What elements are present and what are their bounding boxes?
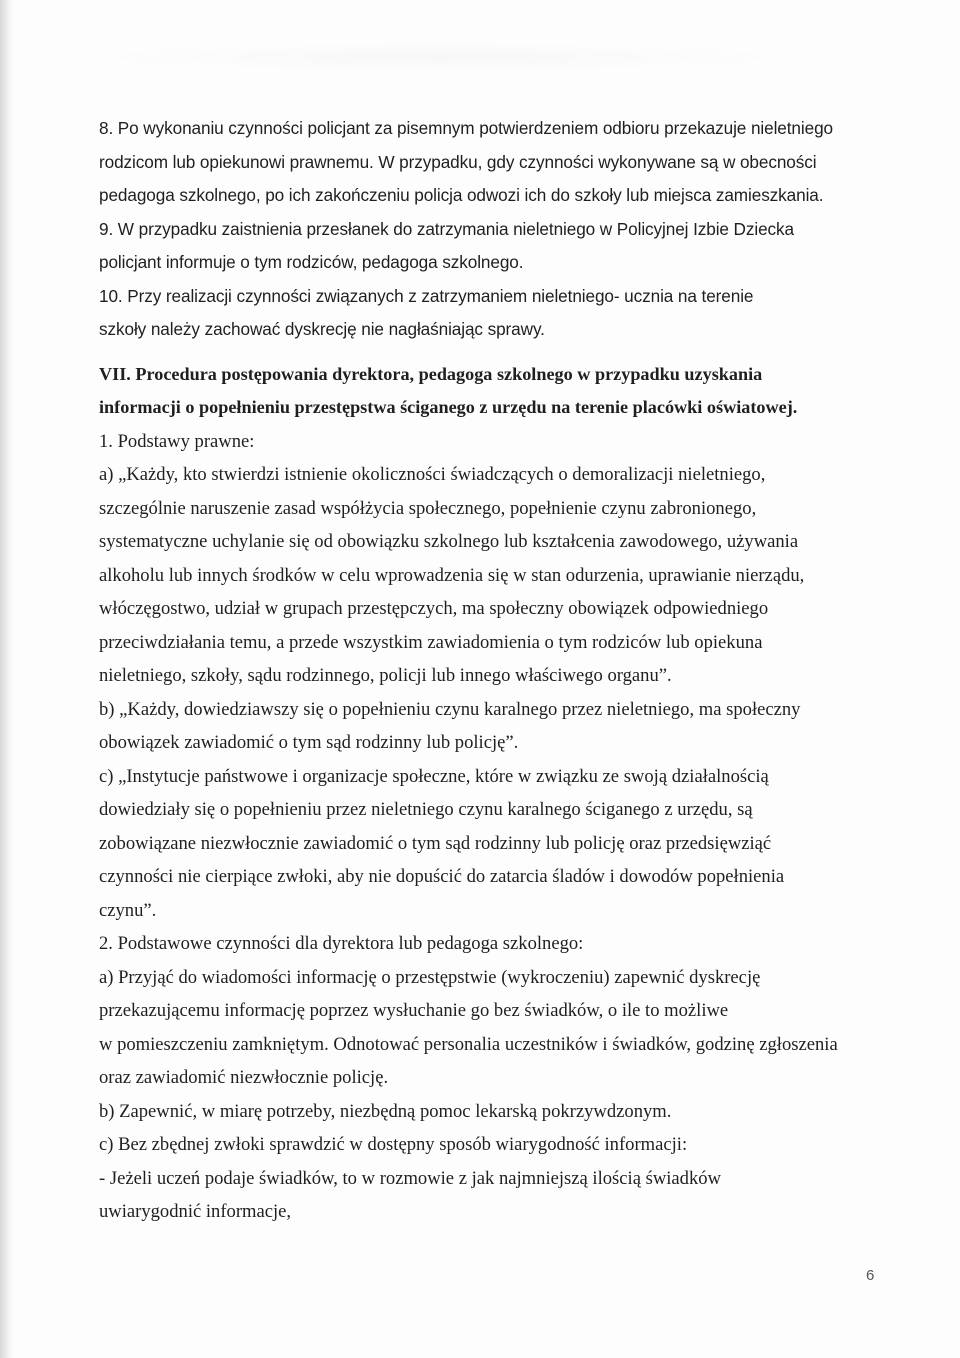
document-body xyxy=(99,112,889,1229)
text-line: włóczęgostwo, udział w grupach przestępczych, ma społeczny obowiązek odpowiedniego xyxy=(99,598,769,619)
text-line: b) „Każdy, dowiedziawszy się o popełnieniu czynu karalnego przez nieletniego, ma społeczny xyxy=(99,698,801,720)
text-line: policjant informuje o tym rodziców, pedagoga szkolnego. xyxy=(99,252,524,272)
text-line: a) Przyjąć do wiadomości informację o przestępstwie (wykroczeniu) zapewnić dyskrecję xyxy=(99,966,761,988)
text-line: 2. Podstawowe czynności dla dyrektora lub pedagoga szkolnego: xyxy=(99,933,584,954)
text-line: alkoholu lub innych środków w celu wprowadzenia się w stan odurzenia, uprawianie nierządu, xyxy=(99,564,805,586)
section-heading: VII. Procedura postępowania dyrektora, pedagoga szkolnego w przypadku uzyskania xyxy=(99,363,763,384)
text-line: b) Zapewnić, w miarę potrzeby, niezbędną pomoc lekarską pokrzywdzonym. xyxy=(99,1100,672,1122)
section-gap xyxy=(99,347,889,358)
text-line: czynu”. xyxy=(99,899,157,921)
text-line: przekazującemu informację poprzez wysłuchanie go bez świadków, o ile to możliwe xyxy=(99,1000,729,1021)
text-line: pedagoga szkolnego, po ich zakończeniu policja odwozi ich do szkoły lub miejsca zamieszkania. xyxy=(99,185,824,205)
text-line: - Jeżeli uczeń podaje świadków, to w rozmowie z jak najmniejszą ilością świadków xyxy=(99,1167,722,1189)
text-line: rodzicom lub opiekunowi prawnemu. W przypadku, gdy czynności wykonywane są w obecności xyxy=(99,151,817,172)
text-line: szczególnie naruszenie zasad współżycia społecznego, popełnienie czynu zabronionego, xyxy=(99,497,757,519)
section-heading: informacji o popełnieniu przestępstwa ściganego z urzędu na terenie placówki oświatowej. xyxy=(99,397,798,417)
text-line: zobowiązane niezwłocznie zawiadomić o tym sąd rodzinny lub policję oraz przedsięwziąć xyxy=(99,832,772,854)
text-line: uwiarygodnić informacje, xyxy=(99,1201,292,1222)
text-line: systematyczne uchylanie się od obowiązku szkolnego lub kształcenia zawodowego, używania xyxy=(99,531,799,552)
text-line: 10. Przy realizacji czynności związanych z zatrzymaniem nieletniego- ucznia na terenie xyxy=(99,285,754,306)
scan-smudge xyxy=(80,42,800,72)
text-line: 9. W przypadku zaistnienia przesłanek do zatrzymania nieletniego w Policyjnej Izbie Dziecka xyxy=(99,218,794,239)
text-line: c) „Instytucje państwowe i organizacje społeczne, które w związku ze swoją działalnością xyxy=(99,765,769,787)
text-line: czynności nie cierpiące zwłoki, aby nie dopuścić do zatarcia śladów i dowodów popełnienia xyxy=(99,866,785,887)
text-line: nieletniego, szkoły, sądu rodzinnego, policji lub innego właściwego organu”. xyxy=(99,665,672,686)
text-line: oraz zawiadomić niezwłocznie policję. xyxy=(99,1067,389,1088)
text-line: 8. Po wykonaniu czynności policjant za pisemnym potwierdzeniem odbioru przekazuje nieletniego xyxy=(99,118,833,138)
text-line: a) „Każdy, kto stwierdzi istnienie okoliczności świadczących o demoralizacji nieletniego, xyxy=(99,464,766,485)
text-line: przeciwdziałania temu, a przede wszystkim zawiadomienia o tym rodziców lub opiekuna xyxy=(99,631,763,653)
text-line: dowiedziały się o popełnieniu przez nieletniego czynu karalnego ściganego z urzędu, są xyxy=(99,799,753,820)
scan-edge-shadow xyxy=(0,0,14,1358)
text-line: szkoły należy zachować dyskrecję nie nagłaśniając sprawy. xyxy=(99,319,545,339)
text-line: 1. Podstawy prawne: xyxy=(99,430,255,452)
text-line: c) Bez zbędnej zwłoki sprawdzić w dostępny sposób wiarygodność informacji: xyxy=(99,1134,688,1155)
text-line: w pomieszczeniu zamkniętym. Odnotować personalia uczestników i świadków, godzinę zgłoszenia xyxy=(99,1033,838,1055)
text-line: obowiązek zawiadomić o tym sąd rodzinny lub policję”. xyxy=(99,732,519,753)
page-number: 6 xyxy=(866,1267,875,1284)
